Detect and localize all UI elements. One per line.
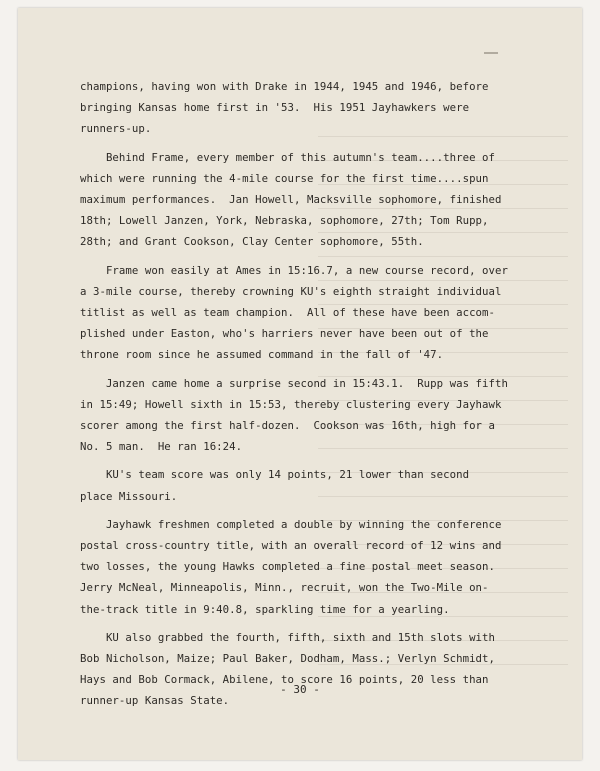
text-line: Hays and Bob Cormack, Abilene, to score 16 points, 20 less than: [80, 673, 489, 687]
text-line: 28th; and Grant Cookson, Clay Center sophomore, 55th.: [80, 235, 424, 249]
paragraph: [80, 627, 540, 712]
text-line: titlist as well as team champion. All of these have been accom-: [80, 306, 496, 320]
paragraph: [80, 464, 540, 506]
text-line: 18th; Lowell Janzen, York, Nebraska, sophomore, 27th; Tom Rupp,: [80, 214, 489, 228]
text-line: Frame won easily at Ames in 15:16.7, a new course record, over: [80, 263, 508, 277]
text-line: No. 5 man. He ran 16:24.: [80, 440, 243, 454]
text-line: KU also grabbed the fourth, fifth, sixth and 15th slots with: [80, 630, 496, 644]
text-line: a 3-mile course, thereby crowning KU's eighth straight individual: [80, 284, 502, 298]
text-line: Jerry McNeal, Minneapolis, Minn., recruit, won the Two-Mile on-: [80, 581, 489, 595]
text-line: postal cross-country title, with an overall record of 12 wins and: [80, 539, 502, 553]
text-line: runner-up Kansas State.: [80, 694, 230, 708]
text-line: runners-up.: [80, 122, 152, 136]
body-text: [80, 76, 540, 719]
text-line: Jayhawk freshmen completed a double by winning the conference: [80, 517, 502, 531]
text-line: two losses, the young Hawks completed a fine postal meet season.: [80, 560, 496, 574]
text-line: the-track title in 9:40.8, sparkling time for a yearling.: [80, 602, 450, 616]
text-line: Bob Nicholson, Maize; Paul Baker, Dodham, Mass.; Verlyn Schmidt,: [80, 652, 496, 666]
paragraph: [80, 147, 540, 253]
text-line: Janzen came home a surprise second in 15:43.1. Rupp was fifth: [80, 376, 508, 390]
paragraph: [80, 514, 540, 620]
corner-mark: [484, 52, 498, 54]
text-line: plished under Easton, who's harriers never have been out of the: [80, 327, 489, 341]
text-line: KU's team score was only 14 points, 21 lower than second: [80, 468, 470, 482]
paragraph: [80, 260, 540, 366]
text-line: which were running the 4-mile course for the first time....spun: [80, 171, 489, 185]
text-line: Behind Frame, every member of this autumn's team....three of: [80, 150, 496, 164]
paragraph: [80, 373, 540, 458]
text-line: champions, having won with Drake in 1944, 1945 and 1946, before: [80, 80, 489, 93]
page-number: - 30 -: [280, 683, 320, 696]
text-line: place Missouri.: [80, 489, 178, 503]
text-line: throne room since he assumed command in the fall of '47.: [80, 348, 444, 362]
text-line: bringing Kansas home first in '53. His 1951 Jayhawkers were: [80, 101, 470, 115]
paragraph: [80, 76, 540, 140]
text-line: in 15:49; Howell sixth in 15:53, thereby clustering every Jayhawk: [80, 397, 502, 411]
text-line: maximum performances. Jan Howell, Macksville sophomore, finished: [80, 193, 502, 207]
text-line: scorer among the first half-dozen. Cookson was 16th, high for a: [80, 419, 496, 433]
